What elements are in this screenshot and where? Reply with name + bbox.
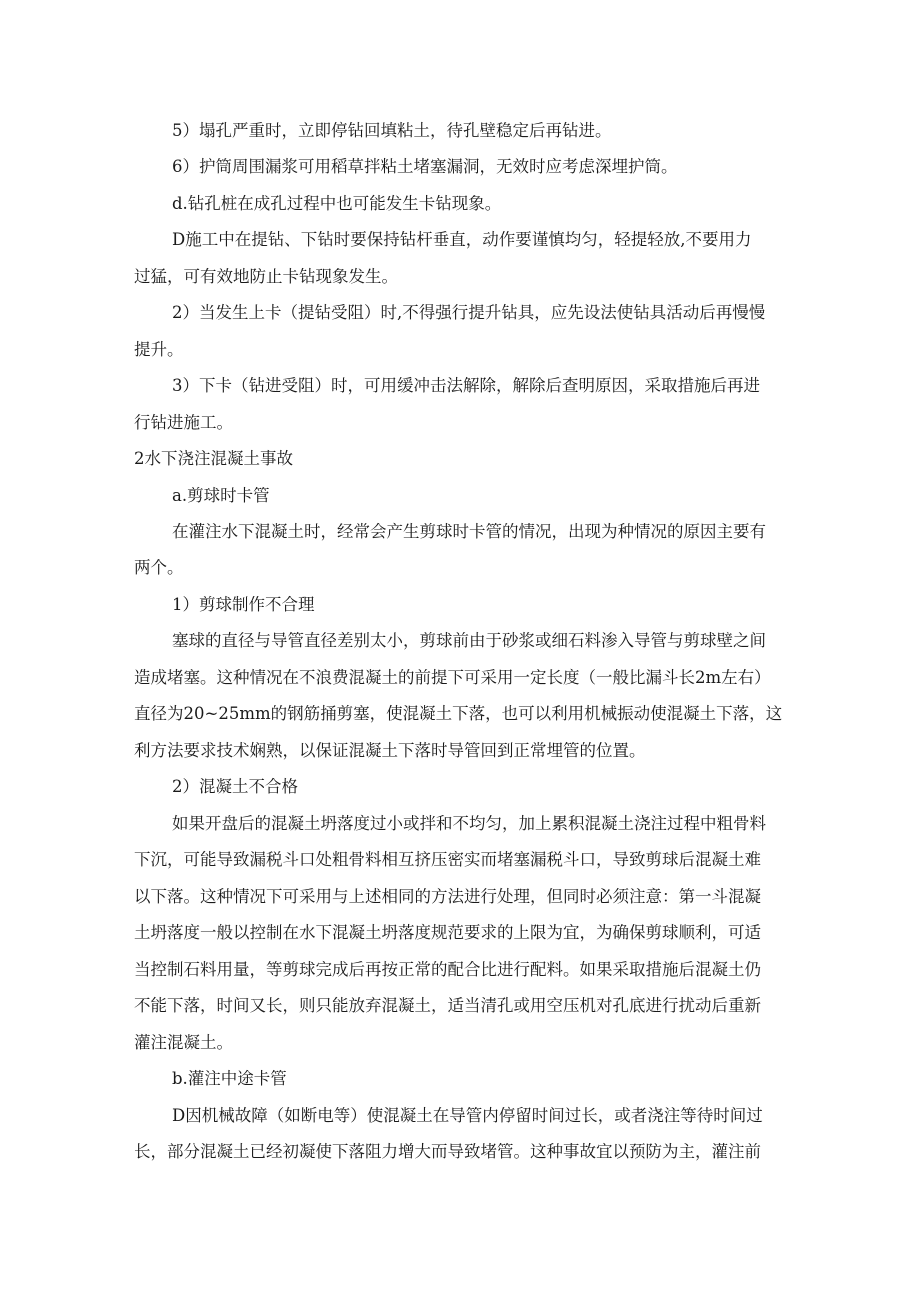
subsection-a: a.剪球时卡管 (172, 486, 270, 505)
paragraph-line: 利方法要求技术娴熟，以保证混凝土下落时导管回到正常埋管的位置。 (134, 741, 646, 760)
paragraph-line: 当控制石料用量，等剪球完成后再按正常的配合比进行配料。如果采取措施后混凝土仍 (134, 960, 761, 979)
paragraph-line: 长，部分混凝土已经初凝使下落阻力增大而导致堵管。这种事故宜以预防为主，灌注前 (134, 1142, 761, 1161)
paragraph-line: 在灌注水下混凝土时，经常会产生剪球时卡管的情况，出现为种情况的原因主要有 (172, 522, 766, 541)
section-heading: 2水下浇注混凝土事故 (134, 449, 293, 468)
paragraph-line: 土坍落度一般以控制在水下混凝土坍落度规范要求的上限为宜，为确保剪球顺利，可适 (134, 923, 761, 942)
paragraph-line: 灌注混凝土。 (134, 1033, 233, 1052)
paragraph-line: 造成堵塞。这种情况在不浪费混凝土的前提下可采用一定长度（一般比漏斗长2m左右） (134, 668, 771, 687)
paragraph-line: 两个。 (134, 558, 184, 577)
list-item-6: 6）护筒周围漏浆可用稻草拌粘土堵塞漏洞，无效时应考虑深埋护筒。 (172, 157, 678, 176)
paragraph-line: 不能下落，时间又长，则只能放弃混凝土，适当清孔或用空压机对孔底进行扰动后重新 (134, 996, 761, 1015)
paragraph-line: 过猛，可有效地防止卡钻现象发生。 (134, 267, 398, 286)
subsection-b: b.灌注中途卡管 (172, 1069, 287, 1088)
paragraph-line: 2）当发生上卡（提钻受阻）时,不得强行提升钻具，应先设法使钻具活动后再慢慢 (172, 303, 766, 322)
paragraph-line: 塞球的直径与导管直径差别太小，剪球前由于砂浆或细石料渗入导管与剪球壁之间 (172, 631, 766, 650)
paragraph-line: 3）下卡（钻进受阻）时，可用缓冲击法解除，解除后查明原因，采取措施后再进 (172, 376, 760, 395)
paragraph-line: 下沉，可能导致漏税斗口处粗骨料相互挤压密实而堵塞漏税斗口，导致剪球后混凝土难 (134, 850, 761, 869)
subsection-d: d.钻孔桩在成孔过程中也可能发生卡钻现象。 (172, 194, 502, 213)
list-item-5: 5）塌孔严重时，立即停钻回填粘土，待孔壁稳定后再钻进。 (172, 121, 612, 140)
paragraph-line: 直径为20~25mm的钢筋捅剪塞，使混凝土下落，也可以利用机械振动使混凝土下落，这 (134, 704, 783, 723)
item-heading: 2）混凝土不合格 (172, 777, 298, 796)
item-heading: 1）剪球制作不合理 (172, 595, 315, 614)
paragraph-line: 行钻进施工。 (134, 413, 233, 432)
paragraph-line: D因机械故障（如断电等）使混凝土在导管内停留时间过长，或者浇注等待时间过 (172, 1106, 763, 1125)
paragraph-line: 提升。 (134, 340, 184, 359)
paragraph-line: D施工中在提钻、下钻时要保持钻杆垂直，动作要谨慎均匀，轻提轻放,不要用力 (172, 230, 752, 249)
paragraph-line: 如果开盘后的混凝土坍落度过小或拌和不均匀，加上累积混凝土浇注过程中粗骨料 (172, 814, 766, 833)
paragraph-line: 以下落。这种情况下可采用与上述相同的方法进行处理，但同时必须注意：第一斗混凝 (134, 887, 761, 906)
